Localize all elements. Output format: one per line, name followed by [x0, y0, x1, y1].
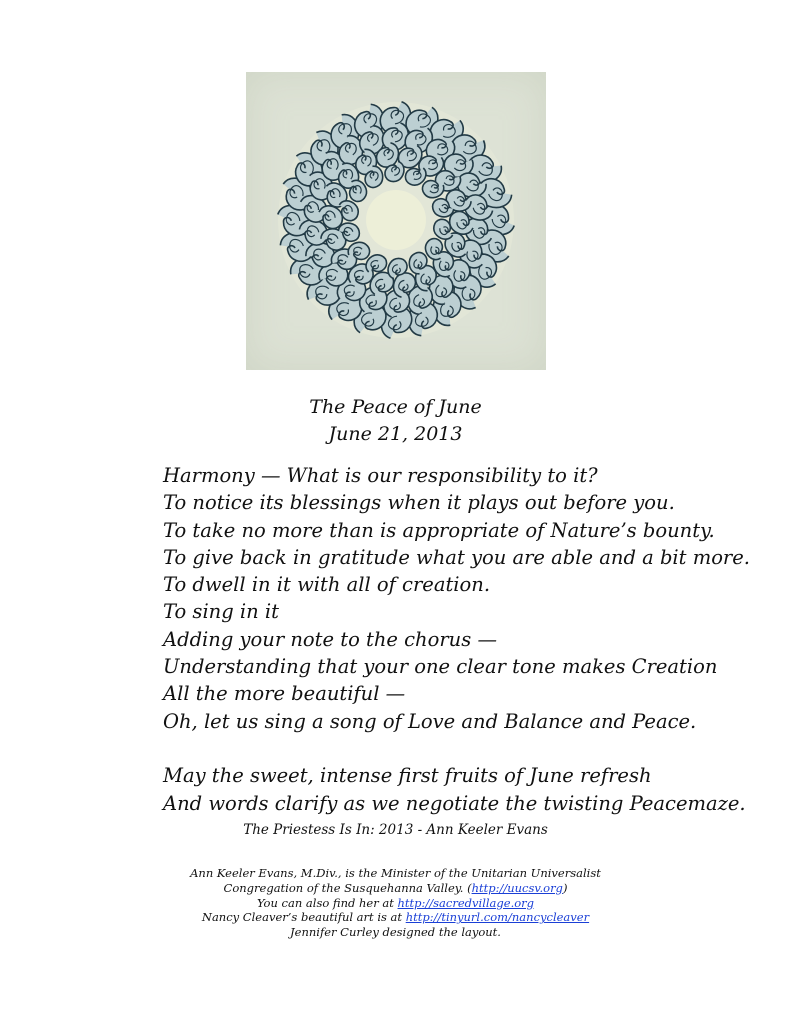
- poem-line: Understanding that your one clear tone makes Creation: [163, 655, 718, 679]
- poem-title: The Peace of June: [309, 396, 482, 418]
- uucsv-link[interactable]: http://uucsv.org: [471, 880, 563, 895]
- poem-title-block: [0, 394, 791, 448]
- footer-text: Congregation of the Susquehanna Valley. (: [223, 880, 472, 895]
- poem-line: To dwell in it with all of creation.: [163, 573, 491, 597]
- footer-text: You can also find her at: [256, 895, 398, 910]
- mandala-artwork-icon: [246, 72, 546, 370]
- poem-line: May the sweet, intense first fruits of June refresh: [163, 764, 652, 788]
- series-credit: The Priestess Is In: 2013 - Ann Keeler Evans: [243, 822, 548, 838]
- poem-line: And words clarify as we negotiate the twisting Peacemaze.: [163, 791, 746, 815]
- stanza-gap: [163, 735, 783, 762]
- poem-date: June 21, 2013: [328, 423, 463, 445]
- sacredvillage-link[interactable]: http://sacredvillage.org: [397, 895, 535, 910]
- footer-line-artist: [0, 910, 791, 925]
- poem-line: To give back in gratitude what you are able and a bit more.: [163, 545, 750, 569]
- footer-text: Nancy Cleaver’s beautiful art is at: [201, 910, 406, 925]
- footer-info: [0, 866, 791, 940]
- footer-line-layout: Jennifer Curley designed the layout.: [290, 925, 501, 940]
- poem-line: To take no more than is appropriate of Nature’s bounty.: [163, 518, 715, 542]
- nancycleaver-link[interactable]: http://tinyurl.com/nancycleaver: [405, 910, 590, 925]
- poem-line: To notice its blessings when it plays out before you.: [163, 491, 675, 515]
- poem-line: Harmony — What is our responsibility to it?: [163, 464, 598, 487]
- mandala-artwork: [246, 72, 546, 370]
- footer-line-minister: Ann Keeler Evans, M.Div., is the Minister of the Unitarian Universalist: [190, 866, 601, 880]
- poem-body: [163, 462, 783, 817]
- footer-line-congregation: [0, 881, 791, 896]
- poem-line: Oh, let us sing a song of Love and Balance and Peace.: [163, 709, 697, 733]
- poem-line: Adding your note to the chorus —: [163, 627, 497, 651]
- poem-line: All the more beautiful —: [163, 682, 406, 706]
- footer-line-sacredvillage: [0, 896, 791, 911]
- footer-text: ): [562, 880, 568, 895]
- poem-line: To sing in it: [163, 600, 279, 624]
